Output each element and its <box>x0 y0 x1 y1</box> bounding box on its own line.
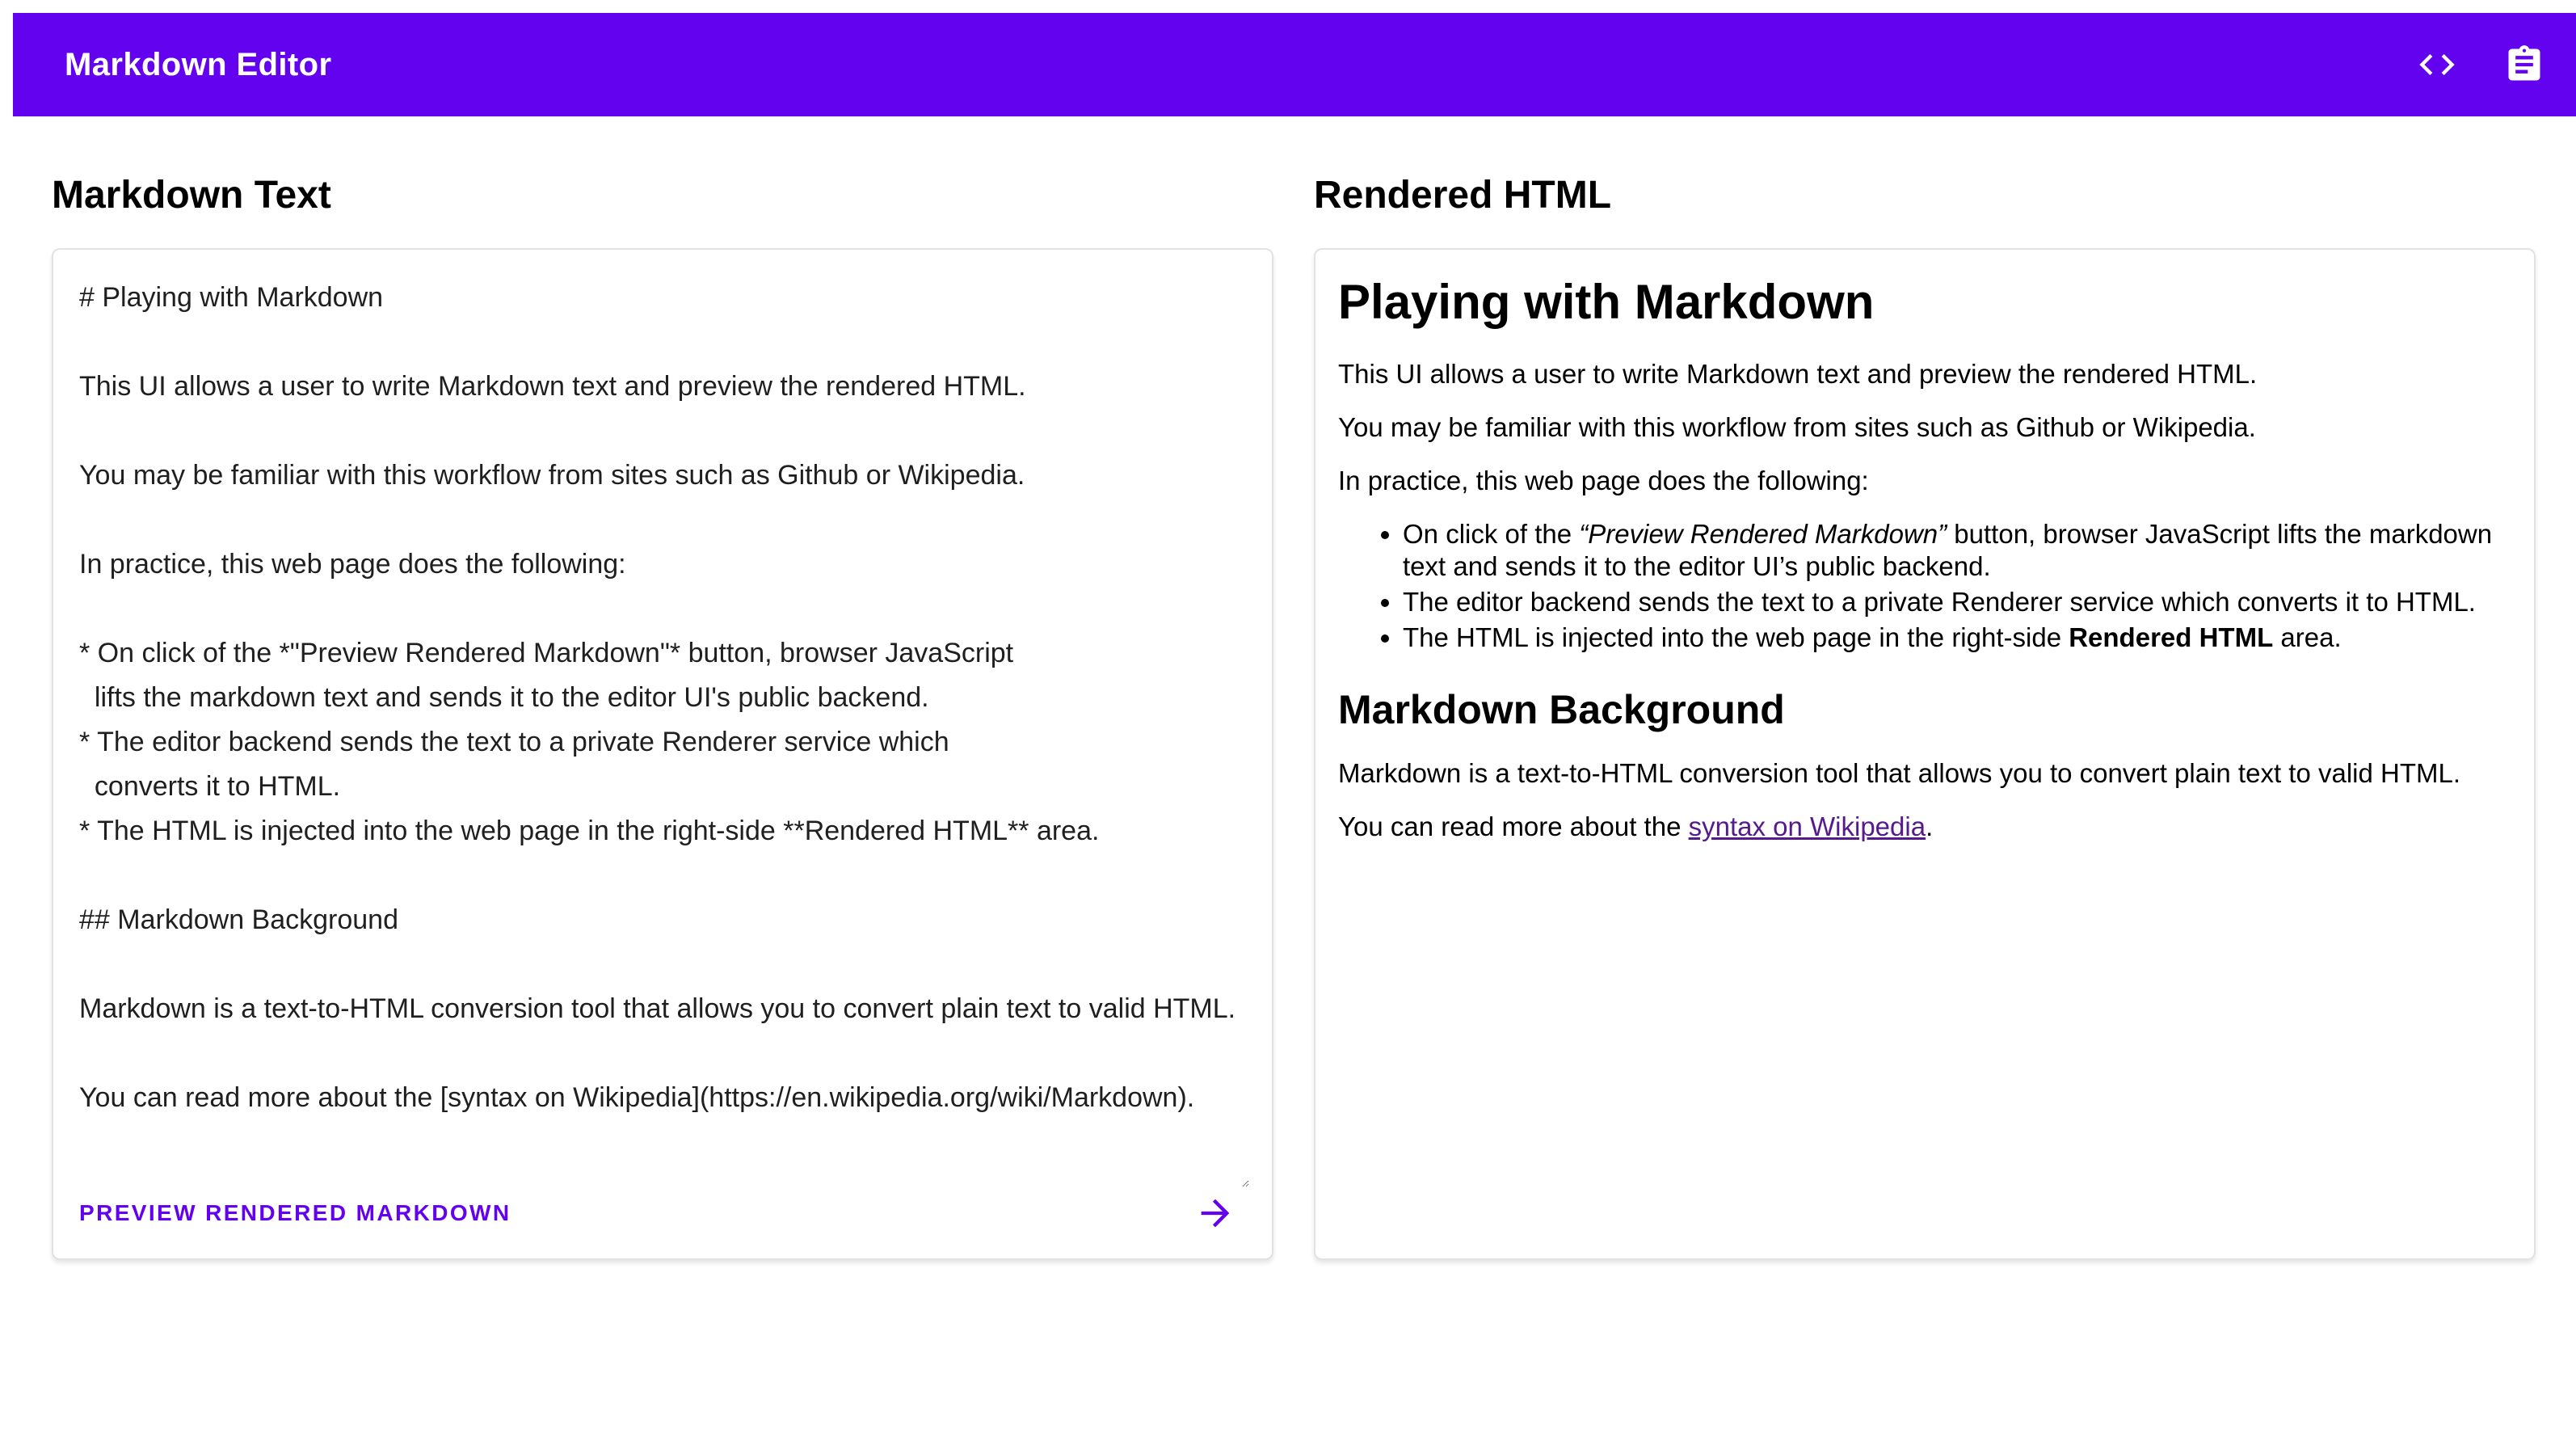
markdown-editor-card <box>52 248 1273 1260</box>
rendered-paragraph: You can read more about the syntax on Wikipedia. <box>1338 811 1934 841</box>
list-item: • On click of the “Preview Rendered Markdown” button, browser JavaScript lifts the markdown text and sends it to the editor UI’s public backend. <box>1403 518 2511 583</box>
rendered-bullet-list <box>1338 518 2511 654</box>
app-bar-actions <box>2416 44 2545 86</box>
rendered-subheading: Markdown Background <box>1338 687 1785 732</box>
rendered-markdown-content <box>1338 272 2511 864</box>
italic-run: “Preview Rendered Markdown” <box>1579 519 1947 549</box>
rendered-paragraph: In practice, this web page does the following: <box>1338 466 1869 495</box>
rendered-html-panel <box>1314 116 2536 1260</box>
syntax-on-wikipedia-link[interactable]: syntax on Wikipedia <box>1688 811 1926 841</box>
list-item: • The editor backend sends the text to a private Renderer service which converts it to HTML. <box>1403 586 2511 618</box>
markdown-text-heading: Markdown Text <box>52 174 331 217</box>
app-bar <box>13 13 2576 116</box>
arrow-forward-icon[interactable] <box>1194 1192 1236 1234</box>
bold-run: Rendered HTML <box>2069 622 2274 652</box>
rendered-paragraph: This UI allows a user to write Markdown text and preview the rendered HTML. <box>1338 359 2258 389</box>
preview-rendered-markdown-button[interactable]: PREVIEW RENDERED MARKDOWN <box>79 1191 511 1236</box>
markdown-source-panel <box>52 116 1273 1260</box>
list-item: • The HTML is injected into the web page in the right-side Rendered HTML area. <box>1403 622 2511 654</box>
rendered-html-heading: Rendered HTML <box>1314 174 1612 217</box>
main-content <box>13 116 2576 1260</box>
rendered-title: Playing with Markdown <box>1338 275 1875 329</box>
rendered-html-card <box>1314 248 2536 1260</box>
editor-actions <box>76 1187 1249 1236</box>
rendered-paragraph: Markdown is a text-to-HTML conversion tool that allows you to convert plain text to valid HTML. <box>1338 758 2461 788</box>
app-title: Markdown Editor <box>65 46 332 82</box>
code-icon[interactable] <box>2416 44 2458 86</box>
markdown-textarea[interactable] <box>76 272 1249 1187</box>
rendered-paragraph: You may be familiar with this workflow from sites such as Github or Wikipedia. <box>1338 412 2256 442</box>
clipboard-icon[interactable] <box>2503 44 2545 86</box>
